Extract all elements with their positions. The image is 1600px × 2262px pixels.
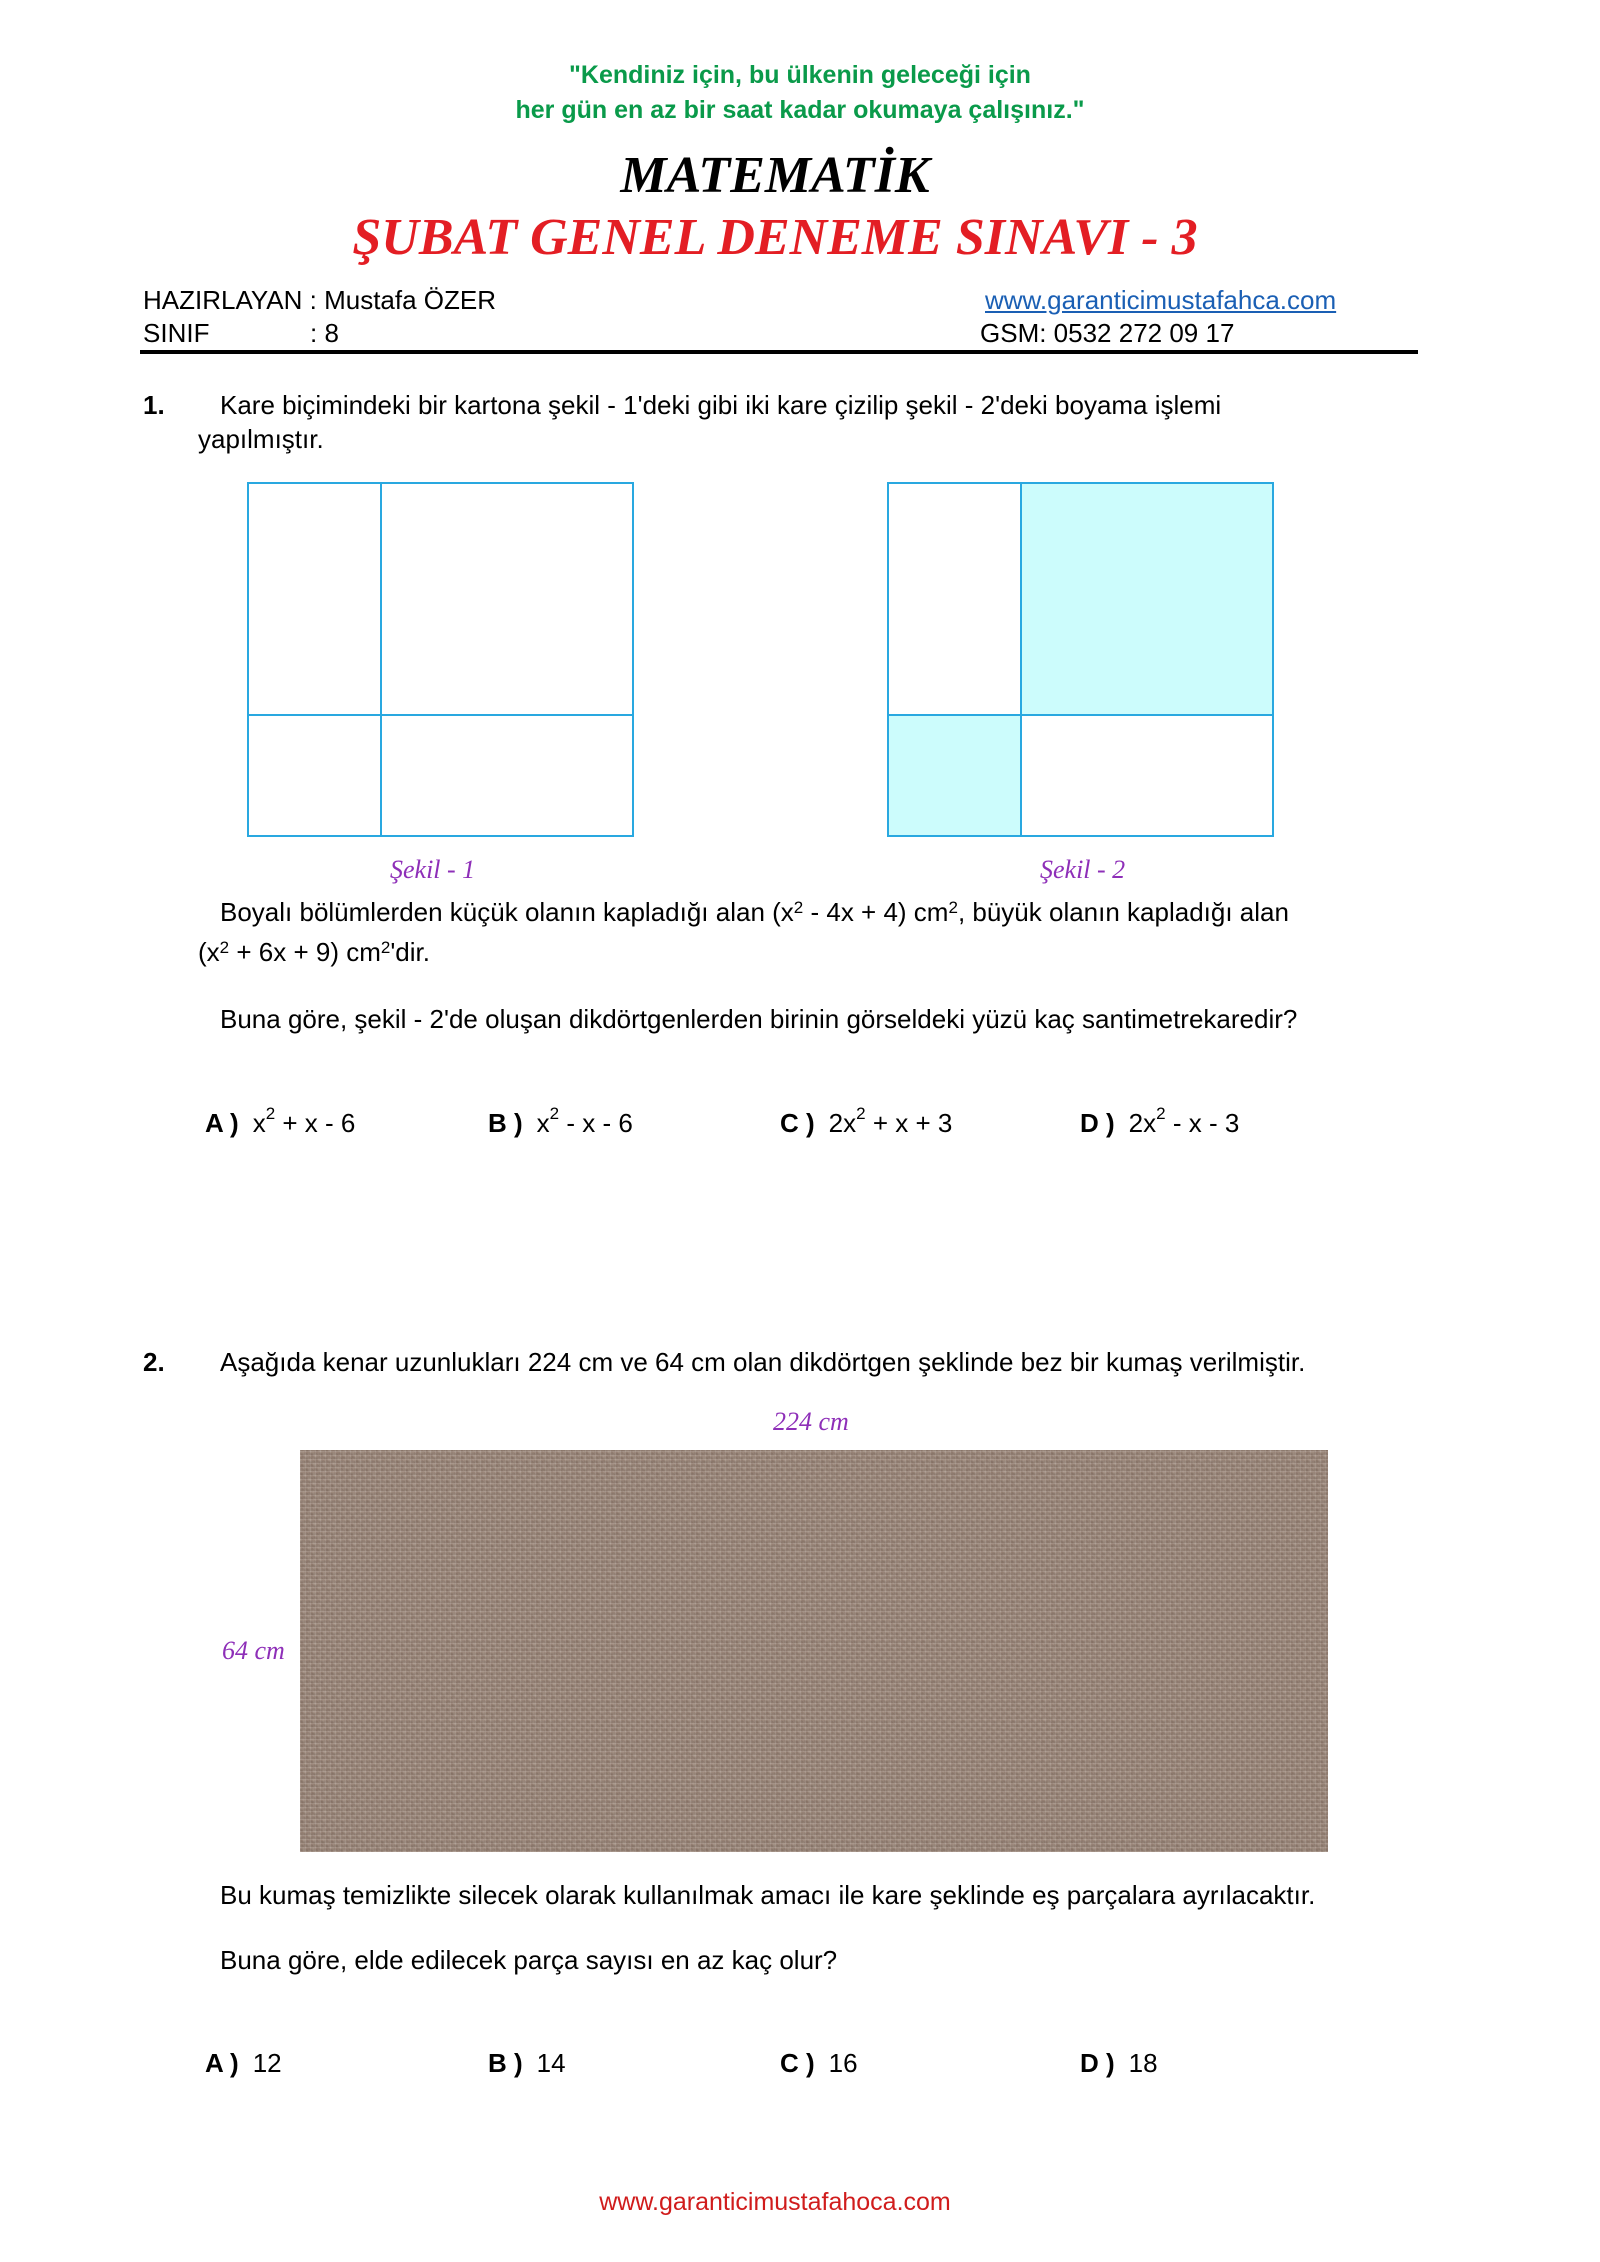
question-1-number: 1.: [143, 390, 165, 420]
question-1-info-line-2: $(x^2 + 6x + 9)$ $cm^2'dir$.: [198, 937, 430, 967]
q1-option-b[interactable]: B ) $x^2$ - x - 6: [488, 1104, 633, 1138]
website-link[interactable]: www.garanticimustafahca.com: [985, 285, 1337, 315]
header-divider: [140, 350, 1418, 354]
question-1-question: Buna göre, şekil - 2'de oluşan dikdörtgenlerden birinin görseldeki yüzü kaç santimetrekaredir?: [220, 1004, 1298, 1034]
quote-line-1: "Kendiniz için, bu ülkenin geleceği için: [569, 61, 1031, 89]
q2-option-d[interactable]: D ) 18: [1080, 2048, 1158, 2078]
subject-title: MATEMATİK: [620, 147, 930, 204]
question-1-text-line-1: Kare biçimindeki bir kartona şekil - 1'deki gibi iki kare çizilip şekil - 2'deki boyama işlemi: [220, 390, 1222, 420]
fabric-width-label: 224 cm: [773, 1407, 849, 1436]
question-2-info: Bu kumaş temizlikte silecek olarak kullanılmak amacı ile kare şeklinde eş parçalara ayrılacaktır.: [220, 1880, 1316, 1910]
question-2-question: Buna göre, elde edilecek parça sayısı en az kaç olur?: [220, 1945, 838, 1975]
q1-option-c[interactable]: C ) $2x^2 + x + 3$: [780, 1104, 953, 1138]
q2-option-b[interactable]: B ) 14: [488, 2048, 566, 2078]
fabric-image: [300, 1450, 1328, 1852]
figure-2-caption: Şekil - 2: [1040, 855, 1126, 884]
author-label: HAZIRLAYAN : Mustafa ÖZER: [143, 285, 497, 315]
q2-option-a[interactable]: A ) 12: [205, 2048, 282, 2078]
figure-2-large-shaded-square: [1021, 483, 1273, 715]
class-label: SINIF: [143, 318, 210, 348]
exam-title: ŞUBAT GENEL DENEME SINAVI - 3: [352, 209, 1198, 266]
gsm-number: GSM: 0532 272 09 17: [980, 318, 1235, 348]
question-1-info-line-1: Boyalı bölümlerden küçük olanın kapladığı alan $(x^2 - 4x + 4)$ $cm^2$, büyük olanın kapladığı alan: [220, 897, 1289, 927]
footer-website[interactable]: www.garanticimustafahoca.com: [599, 2188, 951, 2216]
figure-1-caption: Şekil - 1: [390, 855, 476, 884]
figure-2: [880, 475, 1290, 855]
class-value: : 8: [310, 318, 339, 348]
figure-2-small-shaded-square: [888, 715, 1021, 836]
question-1-text-line-2: yapılmıştır.: [198, 424, 324, 454]
q1-option-d[interactable]: D ) $2x^2$ - x - 3: [1080, 1104, 1240, 1138]
fabric-height-label: 64 cm: [222, 1636, 285, 1665]
question-2-text: Aşağıda kenar uzunlukları 224 cm ve 64 cm olan dikdörtgen şeklinde bez bir kumaş verilmiştir.: [220, 1347, 1306, 1377]
figure-1-outer-square: [248, 483, 633, 836]
q1-option-a[interactable]: A ) $x^2 + x - 6$: [205, 1104, 356, 1138]
figure-1: [240, 475, 650, 855]
quote-line-2: her gün en az bir saat kadar okumaya çalışınız.": [515, 96, 1085, 124]
q2-option-c[interactable]: C ) 16: [780, 2048, 858, 2078]
question-2-number: 2.: [143, 1347, 165, 1377]
